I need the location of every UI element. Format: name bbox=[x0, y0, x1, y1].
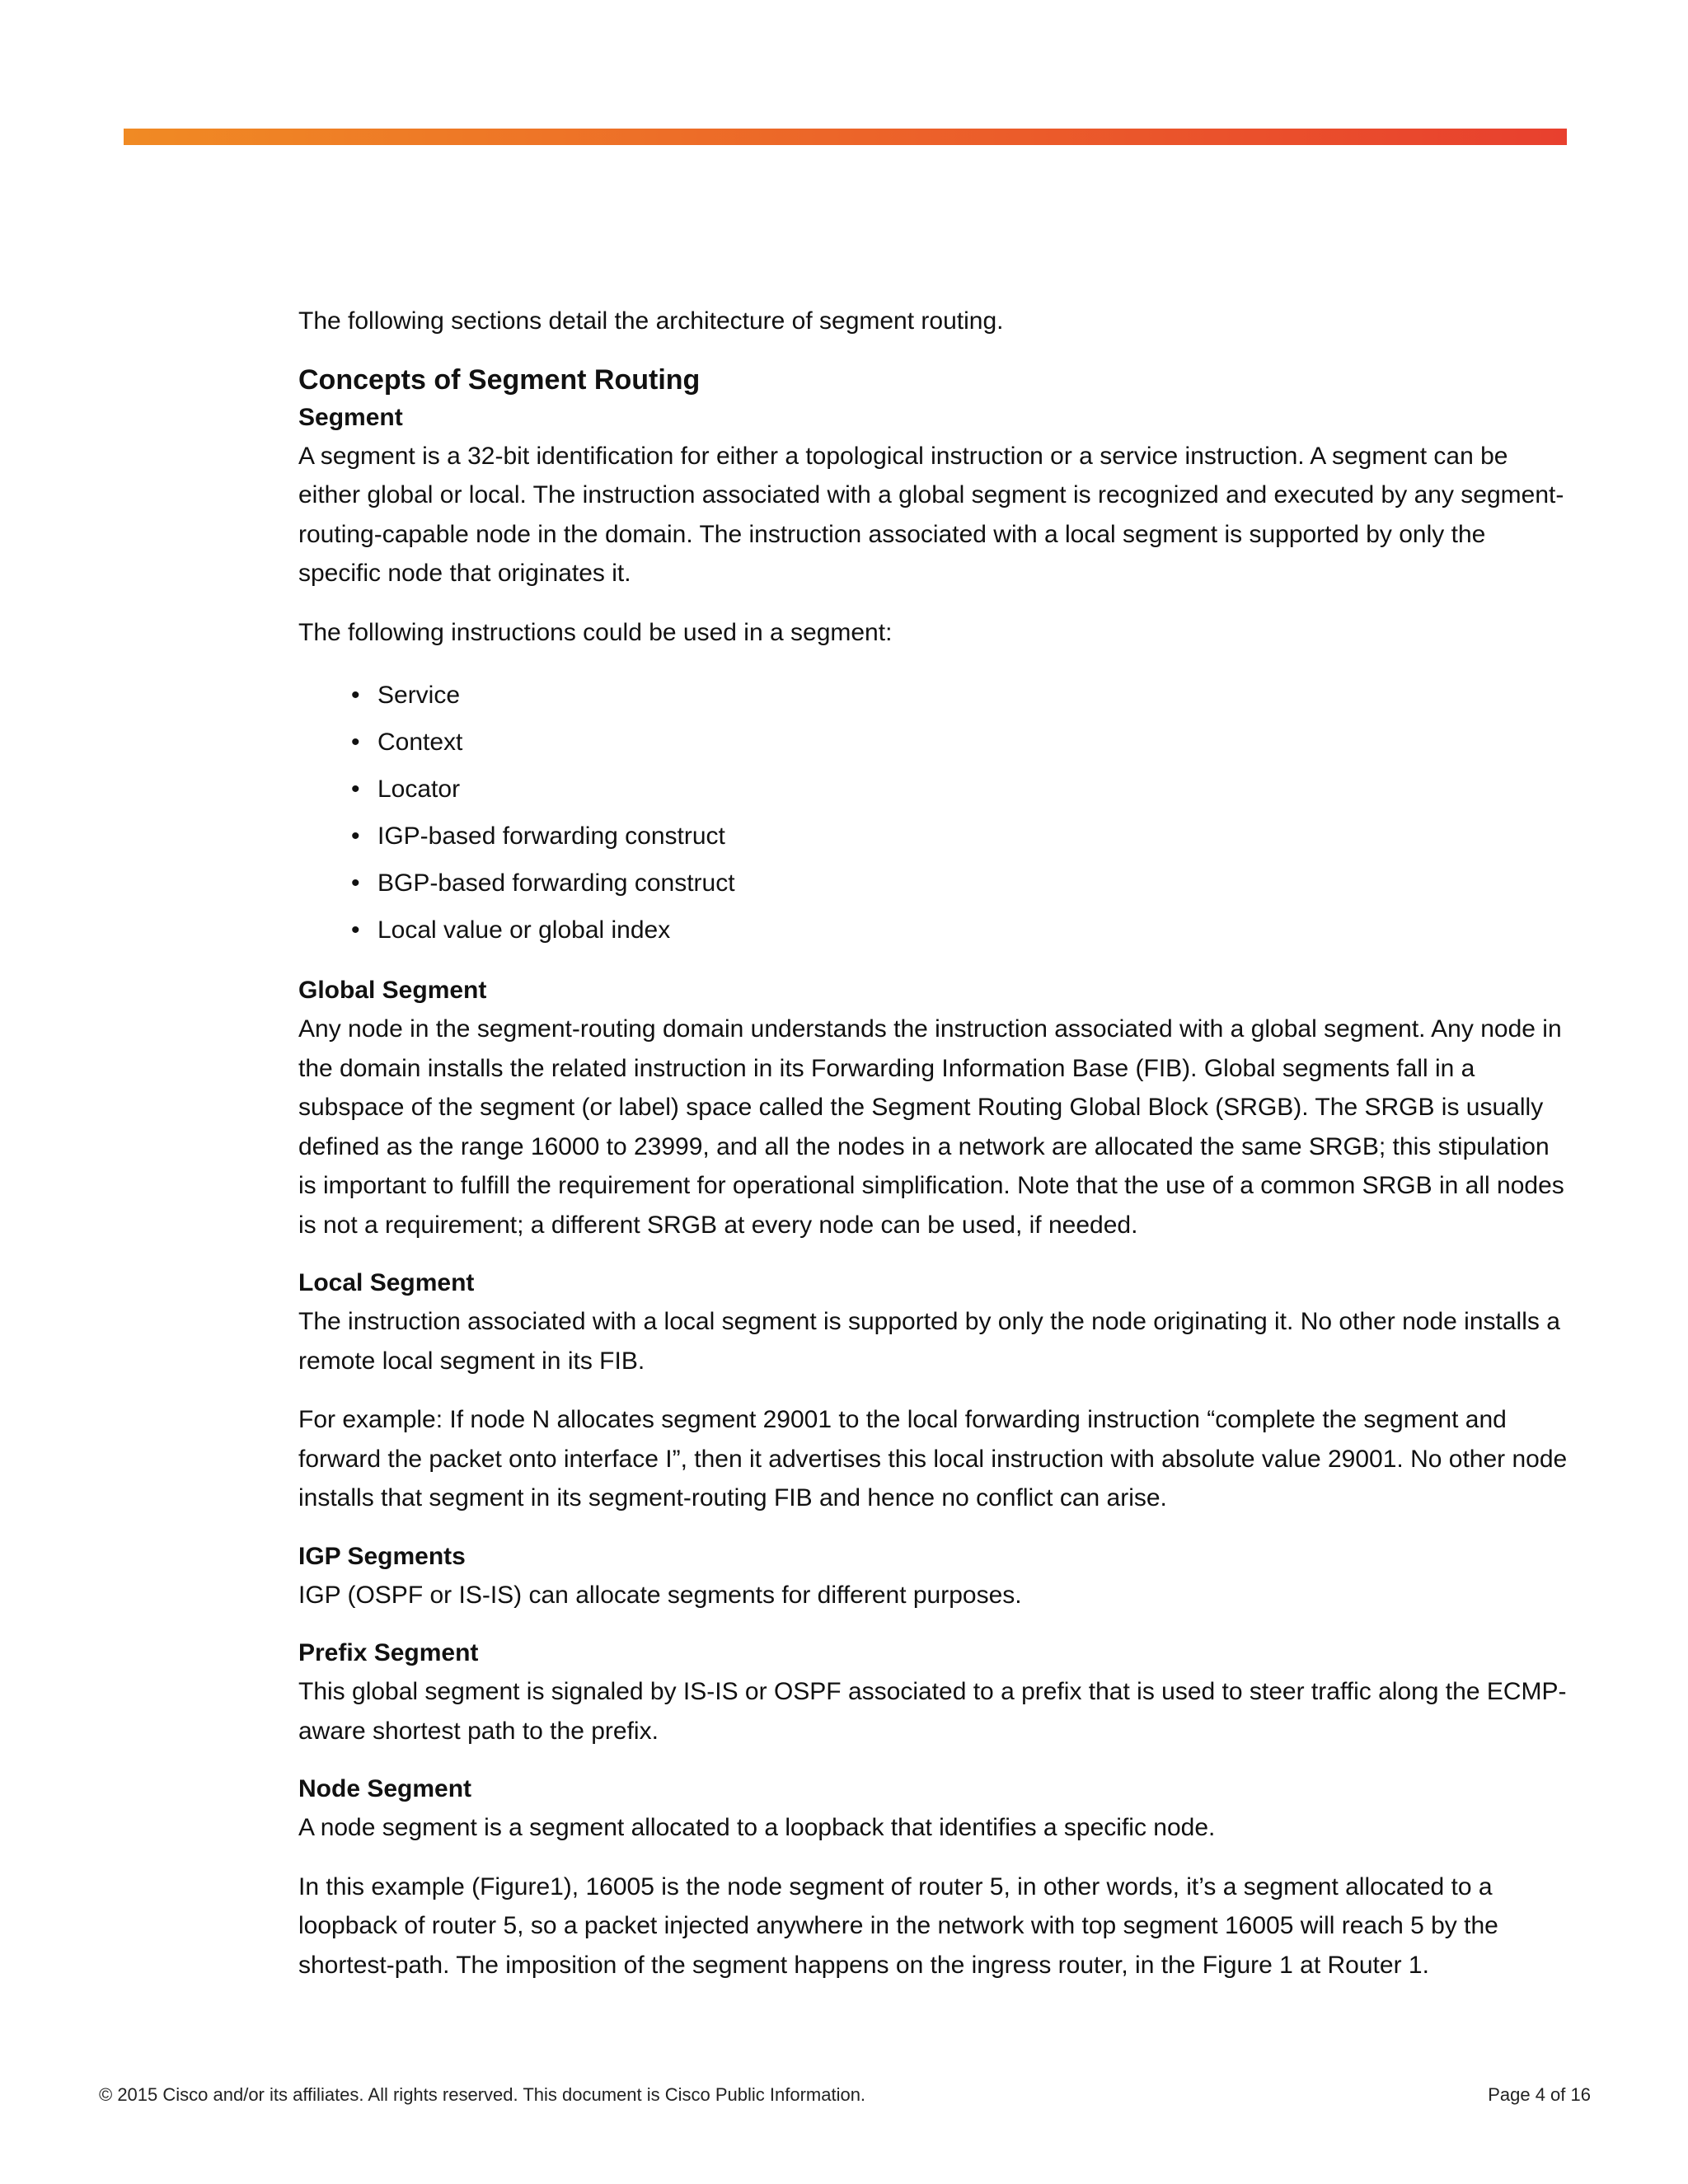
list-item: • BGP-based forwarding construct bbox=[377, 860, 1568, 907]
prefix-segment-heading: Prefix Segment bbox=[298, 1639, 479, 1666]
document-body bbox=[298, 302, 1568, 2004]
node-segment-heading: Node Segment bbox=[298, 1775, 472, 1802]
segment-paragraph: A segment is a 32-bit identification for either a topological instruction or a service instruction. A segment can be either global or local. The instruction associated with a global segment is recognized and executed by any segment-routing-capable node in the domain. The instruction associated with a local segment is supported by only the specific node that originates it. bbox=[298, 442, 1564, 587]
global-segment-heading: Global Segment bbox=[298, 977, 487, 1004]
instructions-list bbox=[298, 672, 1568, 954]
local-segment-example: For example: If node N allocates segment 29001 to the local forwarding instruction “complete the segment and forward the packet onto interface I”, then it advertises this local instruction with absolute value 29001. No other node installs that segment in its segment-routing FIB and hence no conflict can arise. bbox=[298, 1406, 1568, 1511]
igp-segments-paragraph: IGP (OSPF or IS-IS) can allocate segments for different purposes. bbox=[298, 1581, 1022, 1609]
concepts-heading: Concepts of Segment Routing bbox=[298, 363, 701, 396]
list-item: • Locator bbox=[377, 766, 1568, 813]
page-number: Page 4 of 16 bbox=[1488, 2084, 1591, 2105]
intro-text: The following sections detail the architecture of segment routing. bbox=[298, 307, 1004, 335]
instructions-intro: The following instructions could be used in a segment: bbox=[298, 618, 893, 646]
node-segment-paragraph: A node segment is a segment allocated to a loopback that identifies a specific node. bbox=[298, 1814, 1216, 1841]
list-item: • Context bbox=[377, 719, 1568, 766]
local-segment-paragraph: The instruction associated with a local segment is supported by only the node originating it. No other node installs a remote local segment in its FIB. bbox=[298, 1308, 1560, 1375]
list-item: • Local value or global index bbox=[377, 907, 1568, 954]
segment-heading: Segment bbox=[298, 403, 403, 431]
copyright-notice: © 2015 Cisco and/or its affiliates. All rights reserved. This document is Cisco Public Information. bbox=[99, 2084, 866, 2105]
node-segment-example: In this example (Figure1), 16005 is the node segment of router 5, in other words, it’s a segment allocated to a loopback of router 5, so a packet injected anywhere in the network with top segment 16005 will reach 5 by the shortest-path. The imposition of the segment happens on the ingress router, in the Figure 1 at Router 1. bbox=[298, 1872, 1498, 1979]
list-item: • IGP-based forwarding construct bbox=[377, 813, 1568, 860]
header-accent-bar bbox=[124, 129, 1567, 145]
list-item: • Service bbox=[377, 672, 1568, 719]
igp-segments-heading: IGP Segments bbox=[298, 1542, 466, 1570]
global-segment-paragraph: Any node in the segment-routing domain understands the instruction associated with a global segment. Any node in the domain installs the related instruction in its Forwarding Information Base (FIB). Global segments fall in a subspace of the segment (or label) space called the Segment Routing Global Block (SRGB). The SRGB is usually defined as the range 16000 to 23999, and all the nodes in a network are allocated the same SRGB; this stipulation is important to fulfill the requirement for operational simplification. Note that the use of a common SRGB in all nodes is not a requirement; a different SRGB at every node can be used, if needed. bbox=[298, 1015, 1564, 1239]
prefix-segment-paragraph: This global segment is signaled by IS-IS or OSPF associated to a prefix that is used to steer traffic along the ECMP-aware shortest path to the prefix. bbox=[298, 1678, 1567, 1745]
local-segment-heading: Local Segment bbox=[298, 1269, 475, 1296]
